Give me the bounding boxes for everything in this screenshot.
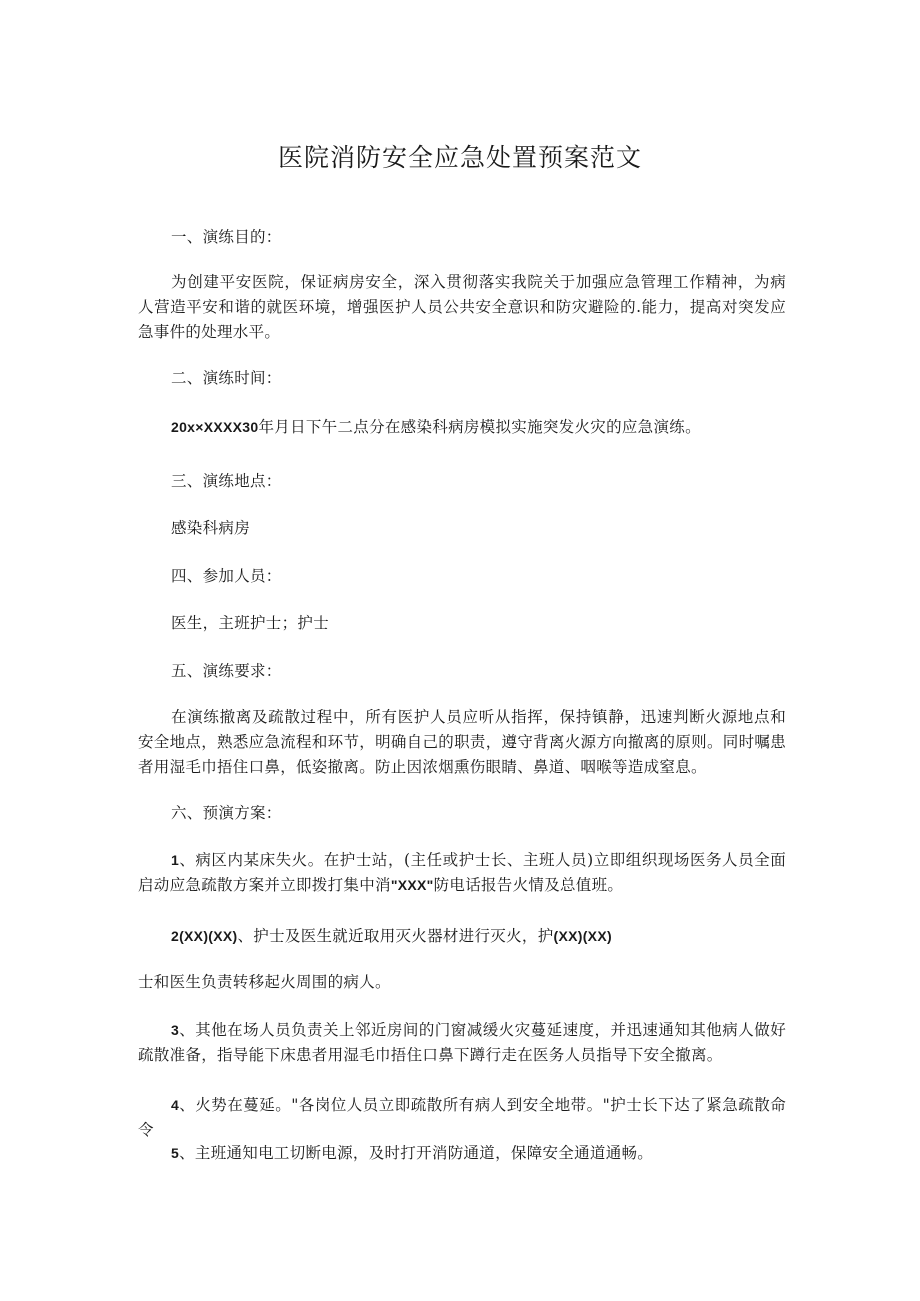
- step-2-number: 2(XX)(XX): [171, 928, 238, 944]
- step-2-continuation: 士和医生负责转移起火周围的病人。: [138, 973, 391, 991]
- step-1-text-a: 、病区内某床失火。在护士站，(主任或护士长、主班人员)立即组织现场医务人员全面启动应急疏散方案并立即拨打集中消: [138, 851, 786, 894]
- step-5-number: 5: [171, 1145, 180, 1161]
- section-2-heading: 二、演练时间：: [171, 369, 282, 387]
- step-4-number: 4: [171, 1097, 180, 1113]
- step-1-text-b: 防电话报告火情及总值班。: [433, 876, 624, 894]
- section-4-body: 医生，主班护士；护士: [171, 614, 330, 632]
- step-3-text: 、其他在场人员负责关上邻近房间的门窗减缓火灾蔓延速度，并迅速通知其他病人做好疏散准备，指导能下床患者用湿毛巾捂住口鼻下蹲行走在医务人员指导下安全撤离。: [138, 1021, 786, 1064]
- step-5: [138, 1141, 786, 1166]
- step-1-number: 1: [171, 852, 180, 868]
- section-4-heading: 四、参加人员：: [171, 567, 282, 585]
- step-2-text: 、护士及医生就近取用灭火器材进行灭火，护: [237, 927, 554, 945]
- section-3-body: 感染科病房: [171, 519, 251, 537]
- section-3-heading: 三、演练地点：: [171, 472, 282, 490]
- section-5-heading: 五、演练要求：: [171, 662, 282, 680]
- step-4: [138, 1093, 786, 1143]
- section-5-body: 在演练撤离及疏散过程中，所有医护人员应听从指挥，保持镇静，迅速判断火源地点和安全地点，熟悉应急流程和环节，明确自己的职责，遵守背离火源方向撤离的原则。同时嘱患者用湿毛巾捂住口鼻，低姿撤离。防止因浓烟熏伤眼睛、鼻道、咽喉等造成窒息。: [138, 708, 786, 776]
- section-1-body: 为创建平安医院，保证病房安全，深入贯彻落实我院关于加强应急管理工作精神，为病人营造平安和谐的就医环境，增强医护人员公共安全意识和防灾避险的.能力，提高对突发应急事件的处理水平。: [138, 273, 786, 341]
- document-title: 医院消防安全应急处置预案范文: [277, 143, 642, 172]
- step-1-code: "XXX": [390, 877, 434, 893]
- section-6-heading: 六、预演方案：: [171, 804, 282, 822]
- drill-time-text: 年月日下午二点分在感染科病房模拟实施突发火灾的应急演练。: [258, 418, 701, 436]
- section-1-heading: 一、演练目的：: [171, 228, 282, 246]
- step-5-text: 、主班通知电工切断电源，及时打开消防通道，保障安全通道通畅。: [179, 1144, 654, 1162]
- step-3-number: 3: [171, 1022, 180, 1038]
- step-2: [138, 924, 786, 949]
- step-1: [138, 848, 786, 898]
- drill-date-code: 20x×XXXX30: [171, 419, 259, 435]
- step-4-text: 、火势在蔓延。"各岗位人员立即疏散所有病人到安全地带。"护士长下达了紧急疏散命令: [138, 1096, 786, 1139]
- step-3: [138, 1018, 786, 1068]
- step-2-code: (XX)(XX): [553, 928, 612, 944]
- section-2-body: [138, 415, 786, 440]
